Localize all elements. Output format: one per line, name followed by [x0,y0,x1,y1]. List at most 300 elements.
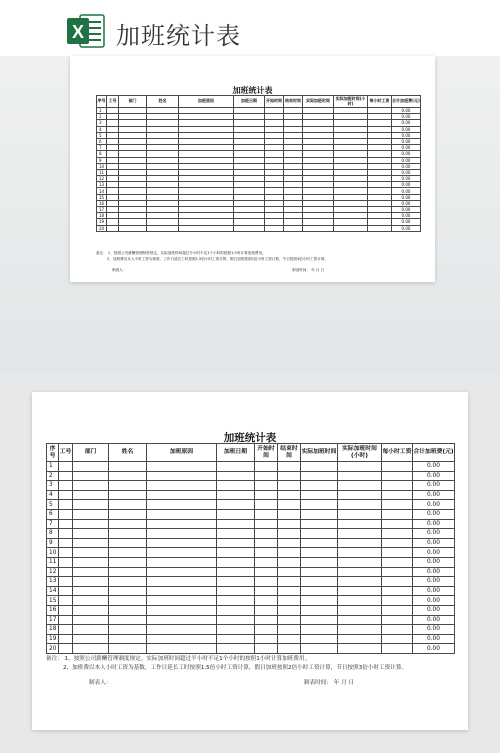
table-cell [301,481,338,491]
table-cell [382,615,413,625]
column-header: 实际加班时间 [303,96,334,108]
table-cell [147,519,217,529]
sheet-preview-small [70,56,435,282]
table-cell [73,625,109,635]
table-cell [278,605,301,615]
table-cell [73,500,109,510]
total-cell: 0.00 [392,157,421,163]
total-cell: 0.00 [392,145,421,151]
row-number-cell: 19 [97,219,107,225]
table-cell [73,529,109,539]
table-cell [278,529,301,539]
table-row [47,500,455,510]
table-cell [278,596,301,606]
table-cell [73,577,109,587]
table-cell [382,625,413,635]
table-cell [382,557,413,567]
table-cell [109,605,147,615]
column-header: 结束时间 [278,444,301,462]
table-cell [278,509,301,519]
total-cell: 0.00 [413,509,455,519]
table-row [47,538,455,548]
table-cell [109,481,147,491]
total-cell: 0.00 [392,225,421,231]
table-cell [59,481,73,491]
table-cell [301,615,338,625]
table-row [47,548,455,558]
header-row [47,444,455,462]
table-cell [255,490,278,500]
total-cell: 0.00 [392,169,421,175]
table-cell [382,481,413,491]
table-cell [217,509,255,519]
table-cell [217,586,255,596]
total-cell: 0.00 [413,586,455,596]
row-number-cell: 5 [47,500,59,510]
sheet-title: 加班统计表 [223,432,277,444]
table-cell [217,529,255,539]
table-cell [59,548,73,558]
table-cell [338,625,382,635]
column-header: 每小时工资 [382,444,413,462]
table-cell [147,625,217,635]
table-cell [338,538,382,548]
row-number-cell: 8 [47,529,59,539]
table-cell [109,490,147,500]
row-number-cell: 17 [47,615,59,625]
table-cell [73,538,109,548]
table-cell [59,509,73,519]
table-cell [382,634,413,644]
table-cell [255,471,278,481]
total-cell: 0.00 [413,519,455,529]
table-cell [73,634,109,644]
table-row [47,625,455,635]
column-header: 开始时间 [255,444,278,462]
table-row [47,577,455,587]
row-number-cell: 10 [97,163,107,169]
total-cell: 0.00 [413,471,455,481]
table-cell [382,529,413,539]
table-cell [217,615,255,625]
table-cell [109,509,147,519]
overtime-table [96,95,421,232]
table-cell [217,538,255,548]
table-cell [73,481,109,491]
row-number-cell: 13 [47,577,59,587]
table-cell [278,577,301,587]
column-header: 开始时间 [265,96,284,108]
table-cell [109,500,147,510]
table-cell [73,596,109,606]
table-cell [338,557,382,567]
total-cell: 0.00 [413,462,455,472]
table-cell [147,500,217,510]
table-cell [147,462,217,472]
table-cell [119,225,147,231]
table-cell [338,519,382,529]
table-row [97,225,421,231]
total-cell: 0.00 [392,194,421,200]
table-cell [234,225,265,231]
table-row [47,471,455,481]
table-cell [147,567,217,577]
row-number-cell: 3 [47,481,59,491]
column-header: 加班日期 [217,444,255,462]
table-cell [217,557,255,567]
table-cell [107,225,119,231]
table-cell [334,225,368,231]
row-number-cell: 6 [47,509,59,519]
table-row [47,462,455,472]
column-header: 部门 [119,96,147,108]
table-cell [255,577,278,587]
table-cell [59,529,73,539]
table-cell [73,615,109,625]
total-cell: 0.00 [392,200,421,206]
excel-icon [66,12,106,50]
table-cell [147,557,217,567]
table-cell [73,548,109,558]
row-number-cell: 8 [97,151,107,157]
table-cell [147,586,217,596]
table-cell [278,538,301,548]
table-cell [338,596,382,606]
table-cell [217,605,255,615]
table-cell [255,586,278,596]
row-number-cell: 18 [47,625,59,635]
date-label: 制表时间： 年 月 日 [292,268,325,272]
table-cell [147,596,217,606]
table-cell [73,557,109,567]
table-row [47,644,455,654]
table-cell [301,538,338,548]
row-number-cell: 15 [47,596,59,606]
column-header: 合计加班费(元) [392,96,421,108]
table-cell [368,225,392,231]
table-cell [284,225,303,231]
table-cell [338,586,382,596]
table-row [47,567,455,577]
table-cell [217,577,255,587]
total-cell: 0.00 [413,481,455,491]
table-cell [73,586,109,596]
sheet-title: 加班统计表 [232,86,273,95]
row-number-cell: 10 [47,548,59,558]
column-header: 姓名 [147,96,179,108]
note-line-2: 2、加班费以本人小时工资为基数，工作日延长工时按照1.5倍小时工资计算，假日加班按照2倍小时工资计算，节日按照3倍小时工资计算。 [63,665,408,671]
table-cell [217,644,255,654]
column-header: 结束时间 [284,96,303,108]
table-cell [382,567,413,577]
total-cell: 0.00 [413,538,455,548]
total-cell: 0.00 [413,529,455,539]
total-cell: 0.00 [392,188,421,194]
total-cell: 0.00 [392,176,421,182]
table-cell [338,509,382,519]
row-number-cell: 15 [97,194,107,200]
table-cell [147,615,217,625]
table-cell [217,596,255,606]
table-cell [59,557,73,567]
table-cell [217,481,255,491]
total-cell: 0.00 [413,490,455,500]
row-number-cell: 6 [97,138,107,144]
table-cell [59,577,73,587]
row-number-cell: 19 [47,634,59,644]
table-cell [109,548,147,558]
row-number-cell: 16 [97,200,107,206]
preparer-label: 制表人： [112,268,127,272]
table-cell [255,462,278,472]
column-header: 加班日期 [234,96,265,108]
table-cell [73,519,109,529]
table-cell [147,481,217,491]
table-cell [278,567,301,577]
table-cell [109,462,147,472]
table-cell [278,557,301,567]
table-cell [382,500,413,510]
table-cell [217,567,255,577]
table-cell [278,625,301,635]
table-cell [338,615,382,625]
table-cell [338,500,382,510]
table-cell [278,519,301,529]
table-cell [73,605,109,615]
table-cell [338,644,382,654]
table-row [47,557,455,567]
row-number-cell: 9 [47,538,59,548]
table-row [47,596,455,606]
table-cell [255,567,278,577]
column-header: 每小时工资 [368,96,392,108]
column-header: 姓名 [109,444,147,462]
table-cell [255,548,278,558]
table-cell [301,529,338,539]
table-cell [59,644,73,654]
row-number-cell: 18 [97,213,107,219]
table-cell [255,644,278,654]
table-cell [109,625,147,635]
table-cell [301,634,338,644]
table-cell [73,644,109,654]
table-cell [217,490,255,500]
page-title: 加班统计表 [116,22,241,50]
row-number-cell: 11 [97,169,107,175]
total-cell: 0.00 [392,126,421,132]
table-cell [382,471,413,481]
table-cell [73,490,109,500]
note-line-1: 备注： 1、按照公司薪酬管理制度规定，实际加班时间超过半小时不足1个小时的按照1小时计算加班费用。 [46,656,311,662]
row-number-cell: 3 [97,120,107,126]
table-row [47,490,455,500]
table-cell [59,462,73,472]
table-cell [301,471,338,481]
sheet-preview-large [32,392,468,730]
total-cell: 0.00 [392,138,421,144]
row-number-cell: 12 [97,176,107,182]
table-cell [59,615,73,625]
total-cell: 0.00 [413,596,455,606]
column-header: 加班原因 [179,96,234,108]
total-cell: 0.00 [413,605,455,615]
table-cell [338,567,382,577]
table-cell [109,634,147,644]
table-cell [147,605,217,615]
table-cell [301,509,338,519]
table-cell [217,462,255,472]
table-cell [278,634,301,644]
row-number-cell: 14 [47,586,59,596]
table-cell [255,605,278,615]
row-number-cell: 1 [47,462,59,472]
table-cell [278,644,301,654]
table-cell [217,471,255,481]
row-number-cell: 9 [97,157,107,163]
table-row [47,481,455,491]
table-cell [73,567,109,577]
table-cell [301,605,338,615]
table-cell [147,577,217,587]
row-number-cell: 5 [97,132,107,138]
row-number-cell: 1 [97,108,107,114]
table-row [47,509,455,519]
table-cell [109,471,147,481]
table-cell [217,519,255,529]
overtime-table [46,443,455,654]
total-cell: 0.00 [413,615,455,625]
table-cell [301,644,338,654]
table-cell [382,586,413,596]
table-cell [301,500,338,510]
row-number-cell: 11 [47,557,59,567]
total-cell: 0.00 [392,114,421,120]
table-cell [179,225,234,231]
total-cell: 0.00 [392,213,421,219]
table-cell [338,634,382,644]
table-cell [217,625,255,635]
total-cell: 0.00 [392,163,421,169]
total-cell: 0.00 [392,120,421,126]
column-header: 实际加班时间(小时) [338,444,382,462]
row-number-cell: 7 [97,145,107,151]
row-number-cell: 2 [97,114,107,120]
total-cell: 0.00 [413,567,455,577]
table-cell [301,586,338,596]
table-cell [278,471,301,481]
table-cell [147,634,217,644]
table-cell [382,577,413,587]
table-cell [147,490,217,500]
table-cell [59,596,73,606]
table-cell [382,509,413,519]
table-cell [147,644,217,654]
total-cell: 0.00 [392,151,421,157]
table-cell [59,567,73,577]
table-cell [217,548,255,558]
total-cell: 0.00 [392,108,421,114]
table-cell [109,586,147,596]
table-cell [301,462,338,472]
column-header: 工号 [59,444,73,462]
column-header: 加班原因 [147,444,217,462]
table-row [47,519,455,529]
total-cell: 0.00 [392,132,421,138]
table-cell [255,519,278,529]
header-row [97,96,421,108]
table-cell [278,548,301,558]
table-cell [147,225,179,231]
table-cell [147,529,217,539]
table-cell [338,471,382,481]
table-cell [301,548,338,558]
table-cell [301,490,338,500]
table-cell [255,509,278,519]
row-number-cell: 2 [47,471,59,481]
table-cell [255,538,278,548]
table-cell [303,225,334,231]
table-cell [382,538,413,548]
table-row [47,634,455,644]
table-cell [109,577,147,587]
preparer-label: 制表人： [89,680,112,686]
table-cell [338,605,382,615]
total-cell: 0.00 [392,207,421,213]
row-number-cell: 20 [47,644,59,654]
table-cell [255,634,278,644]
table-cell [147,509,217,519]
table-cell [301,625,338,635]
column-header: 合计加班费(元) [413,444,455,462]
table-cell [255,529,278,539]
table-cell [109,644,147,654]
total-cell: 0.00 [413,500,455,510]
row-number-cell: 20 [97,225,107,231]
table-cell [301,519,338,529]
row-number-cell: 7 [47,519,59,529]
table-cell [73,462,109,472]
table-cell [338,462,382,472]
table-cell [217,634,255,644]
note-line-2: 2、加班费以本人小时工资为基数，工作日延长工时按照1.5倍小时工资计算，假日加班按照2倍小时工资计算，节日按照3倍小时工资计算。 [107,257,329,261]
table-cell [255,481,278,491]
table-cell [109,529,147,539]
table-cell [278,586,301,596]
column-header: 序号 [47,444,59,462]
table-cell [73,471,109,481]
row-number-cell: 16 [47,605,59,615]
table-cell [382,605,413,615]
table-cell [301,557,338,567]
excel-letter: X [71,22,85,42]
table-body [47,462,455,654]
table-cell [278,481,301,491]
table-cell [109,557,147,567]
table-cell [301,577,338,587]
column-header: 实际加班时间(小时) [334,96,368,108]
table-cell [147,538,217,548]
table-cell [301,596,338,606]
table-cell [109,615,147,625]
table-cell [338,548,382,558]
table-cell [278,490,301,500]
table-cell [109,538,147,548]
table-row [47,615,455,625]
table-row [47,586,455,596]
table-cell [278,500,301,510]
table-cell [59,634,73,644]
table-cell [382,596,413,606]
